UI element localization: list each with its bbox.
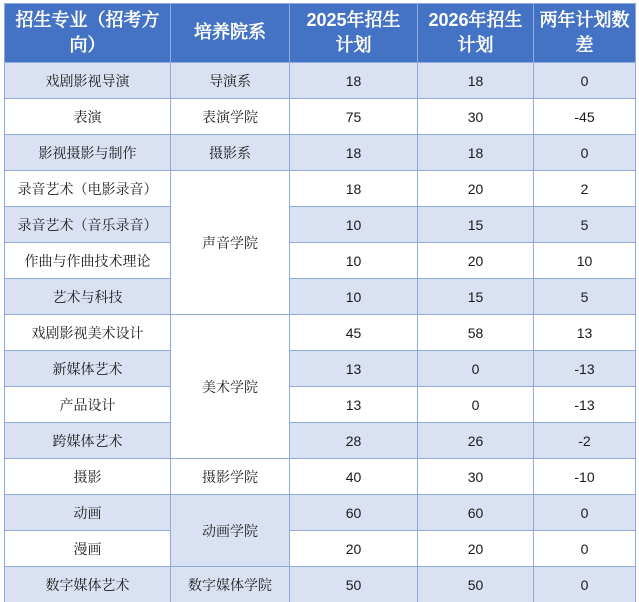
- cell-plan-2026: 0: [418, 351, 534, 387]
- cell-plan-2025: 13: [290, 387, 418, 423]
- cell-major: 录音艺术（音乐录音）: [5, 207, 171, 243]
- cell-diff: -45: [534, 99, 636, 135]
- cell-plan-2026: 20: [418, 531, 534, 567]
- cell-major: 戏剧影视美术设计: [5, 315, 171, 351]
- col-header-department: [171, 4, 290, 63]
- table-row: [5, 423, 636, 459]
- cell-plan-2026: 18: [418, 63, 534, 99]
- cell-plan-2025: 50: [290, 567, 418, 602]
- cell-diff: 0: [534, 531, 636, 567]
- col-header-diff: [534, 4, 636, 63]
- table-row: [5, 531, 636, 567]
- cell-department-merged: 美术学院: [171, 315, 290, 459]
- cell-major: 艺术与科技: [5, 279, 171, 315]
- cell-diff: 13: [534, 315, 636, 351]
- cell-diff: -2: [534, 423, 636, 459]
- enrollment-plan-table: [4, 3, 636, 602]
- cell-major: 表演: [5, 99, 171, 135]
- cell-department: 摄影系: [171, 135, 290, 171]
- cell-plan-2025: 13: [290, 351, 418, 387]
- cell-department: 表演学院: [171, 99, 290, 135]
- header-line: 培养院系: [194, 22, 266, 43]
- cell-major: 作曲与作曲技术理论: [5, 243, 171, 279]
- cell-plan-2025: 10: [290, 207, 418, 243]
- header-line: 招生专业（招考方: [15, 9, 160, 30]
- cell-plan-2026: 20: [418, 243, 534, 279]
- table-row: [5, 315, 636, 351]
- table-row: [5, 207, 636, 243]
- cell-plan-2025: 60: [290, 495, 418, 531]
- table-row: [5, 279, 636, 315]
- cell-department: 数字媒体学院: [171, 567, 290, 602]
- cell-major: 漫画: [5, 531, 171, 567]
- cell-plan-2026: 15: [418, 207, 534, 243]
- table-row: [5, 99, 636, 135]
- cell-diff: 2: [534, 171, 636, 207]
- header-line: 2026年招生: [428, 9, 523, 30]
- cell-plan-2026: 30: [418, 99, 534, 135]
- header-line: 差: [575, 35, 594, 55]
- cell-major: 摄影: [5, 459, 171, 495]
- header-line: 两年计划数: [539, 9, 630, 30]
- table-row: [5, 387, 636, 423]
- cell-major: 新媒体艺术: [5, 351, 171, 387]
- col-header-plan-2025: [290, 4, 418, 63]
- cell-plan-2026: 58: [418, 315, 534, 351]
- cell-major: 录音艺术（电影录音）: [5, 171, 171, 207]
- cell-plan-2025: 40: [290, 459, 418, 495]
- table-row: [5, 243, 636, 279]
- cell-department-merged: 声音学院: [171, 171, 290, 315]
- cell-major: 产品设计: [5, 387, 171, 423]
- cell-plan-2026: 30: [418, 459, 534, 495]
- cell-major: 影视摄影与制作: [5, 135, 171, 171]
- header-line: 2025年招生: [306, 9, 401, 30]
- cell-plan-2026: 60: [418, 495, 534, 531]
- cell-plan-2025: 18: [290, 63, 418, 99]
- cell-plan-2026: 18: [418, 135, 534, 171]
- cell-plan-2025: 18: [290, 171, 418, 207]
- cell-plan-2025: 75: [290, 99, 418, 135]
- cell-diff: 5: [534, 279, 636, 315]
- cell-diff: -13: [534, 387, 636, 423]
- cell-plan-2026: 26: [418, 423, 534, 459]
- cell-diff: -13: [534, 351, 636, 387]
- cell-department: 导演系: [171, 63, 290, 99]
- cell-plan-2025: 28: [290, 423, 418, 459]
- col-header-plan-2026: [418, 4, 534, 63]
- cell-diff: 5: [534, 207, 636, 243]
- cell-diff: 0: [534, 63, 636, 99]
- cell-department-merged: 动画学院: [171, 495, 290, 567]
- cell-plan-2025: 10: [290, 243, 418, 279]
- cell-diff: 0: [534, 495, 636, 531]
- cell-major: 跨媒体艺术: [5, 423, 171, 459]
- cell-plan-2025: 20: [290, 531, 418, 567]
- cell-diff: -10: [534, 459, 636, 495]
- cell-plan-2026: 0: [418, 387, 534, 423]
- table-row: [5, 567, 636, 602]
- header-line: 计划: [335, 35, 372, 55]
- cell-plan-2025: 10: [290, 279, 418, 315]
- table-row: [5, 351, 636, 387]
- cell-plan-2026: 20: [418, 171, 534, 207]
- cell-plan-2025: 45: [290, 315, 418, 351]
- cell-major: 动画: [5, 495, 171, 531]
- table-row: [5, 135, 636, 171]
- cell-major: 数字媒体艺术: [5, 567, 171, 602]
- cell-plan-2026: 50: [418, 567, 534, 602]
- table-row: [5, 495, 636, 531]
- table-row: [5, 63, 636, 99]
- cell-diff: 0: [534, 135, 636, 171]
- cell-diff: 10: [534, 243, 636, 279]
- cell-major: 戏剧影视导演: [5, 63, 171, 99]
- header-row: [5, 4, 636, 63]
- header-line: 向）: [69, 35, 106, 55]
- table-row: [5, 459, 636, 495]
- table-row: [5, 171, 636, 207]
- cell-diff: 0: [534, 567, 636, 602]
- cell-plan-2026: 15: [418, 279, 534, 315]
- cell-plan-2025: 18: [290, 135, 418, 171]
- col-header-major: [5, 4, 171, 63]
- table-body: [5, 63, 636, 602]
- table-header: [5, 4, 636, 63]
- header-line: 计划: [457, 35, 494, 55]
- cell-department: 摄影学院: [171, 459, 290, 495]
